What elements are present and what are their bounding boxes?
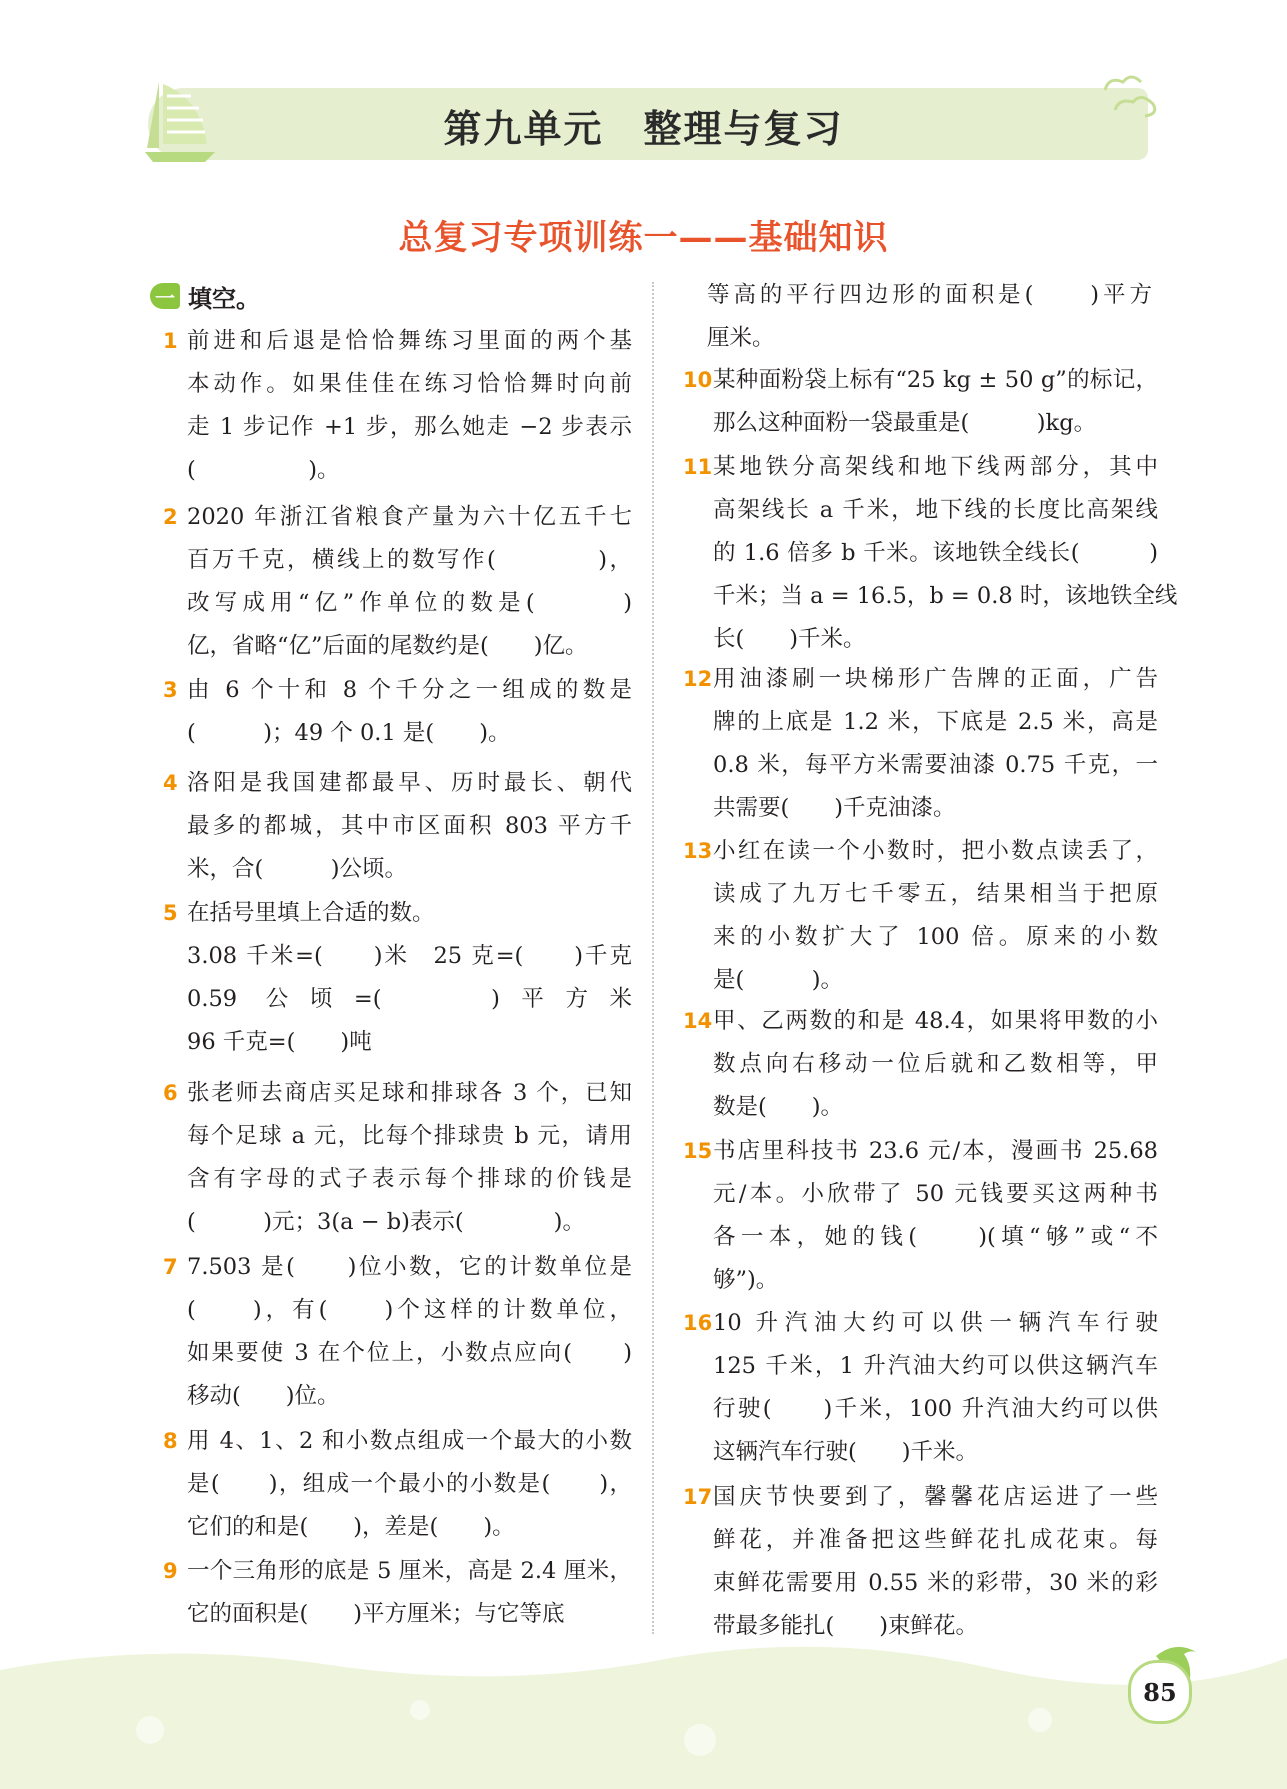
question-line: 如果要使 3 在个位上，小数点应向( ) — [187, 1340, 632, 1366]
question-line: 用 4、1、2 和小数点组成一个最大的小数 — [187, 1428, 632, 1454]
question-line: 在括号里填上合适的数。 — [187, 900, 435, 926]
question-line: 7.503 是( )位小数，它的计数单位是 — [187, 1254, 632, 1280]
question-line: 它的面积是( )平方厘米；与它等底 — [187, 1601, 565, 1627]
question-number: 4 — [163, 771, 178, 795]
page-number: 85 — [1128, 1660, 1192, 1724]
question-line: 由 6 个十和 8 个千分之一组成的数是 — [187, 677, 632, 703]
question-line: 改写成用“亿”作单位的数是( ) — [187, 590, 632, 616]
question-text — [713, 830, 1158, 1002]
question-line: 的 1.6 倍多 b 千米。该地铁全线长( ) — [713, 540, 1158, 566]
question-line: 数是( )。 — [713, 1094, 844, 1120]
question-line: 10 升汽油大约可以供一辆汽车行驶 — [713, 1310, 1158, 1336]
question-number: 15 — [683, 1139, 713, 1163]
question-7 — [163, 1246, 632, 1418]
question-line: 读成了九万七千零五，结果相当于把原 — [713, 881, 1158, 907]
question-line: 含有字母的式子表示每个排球的价钱是 — [187, 1166, 632, 1192]
question-8 — [163, 1420, 632, 1549]
question-line: ( )，有( )个这样的计数单位， — [187, 1297, 632, 1323]
question-line: 鲜花，并准备把这些鲜花扎成花束。每 — [713, 1527, 1158, 1553]
section-header — [150, 278, 260, 314]
question-line: 带最多能扎( )束鲜花。 — [713, 1613, 979, 1639]
question-line: 千米；当 a = 16.5，b = 0.8 时，该地铁全线 — [713, 583, 1178, 609]
question-line: 厘米。 — [707, 325, 775, 351]
question-line: 0.8 米，每平方米需要油漆 0.75 千克，一 — [713, 752, 1158, 778]
question-line: ( )；49 个 0.1 是( )。 — [187, 720, 511, 746]
column-divider — [652, 282, 654, 1634]
question-line: ( )。 — [187, 457, 340, 483]
question-continued — [683, 274, 1152, 360]
question-line: 一个三角形的底是 5 厘米，高是 2.4 厘米， — [187, 1558, 632, 1584]
page-subtitle: 总复习专项训练一——基础知识 — [398, 218, 889, 258]
question-line: 元/本。小欣带了 50 元钱要买这两种书 — [713, 1181, 1158, 1207]
question-line: 本动作。如果佳佳在练习恰恰舞时向前 — [187, 371, 632, 397]
question-12 — [683, 658, 1158, 830]
question-line: 甲、乙两数的和是 48.4，如果将甲数的小 — [713, 1008, 1158, 1034]
question-line: 移动( )位。 — [187, 1383, 340, 1409]
question-number: 12 — [683, 667, 713, 691]
question-line: 等高的平行四边形的面积是( )平方 — [707, 282, 1152, 308]
question-text — [713, 1476, 1158, 1648]
question-text — [713, 446, 1178, 661]
question-line: 小红在读一个小数时，把小数点读丢了， — [713, 838, 1158, 864]
bottom-wave-decoration — [0, 1640, 1287, 1789]
question-number: 13 — [683, 839, 713, 863]
question-line: 各一本，她的钱( )(填“够”或“不 — [713, 1224, 1158, 1250]
question-number: 9 — [163, 1559, 178, 1583]
question-number: 5 — [163, 901, 178, 925]
question-line: 前进和后退是恰恰舞练习里面的两个基 — [187, 328, 632, 354]
question-line: 最多的都城，其中市区面积 803 平方千 — [187, 813, 632, 839]
question-text — [713, 359, 1158, 445]
question-line: 96 千克=( )吨 — [187, 1029, 372, 1055]
question-5 — [163, 892, 632, 1064]
question-number: 3 — [163, 678, 178, 702]
question-text — [187, 1550, 632, 1636]
question-line: 125 千米，1 升汽油大约可以供这辆汽车 — [713, 1353, 1158, 1379]
question-line: 是( )，组成一个最小的小数是( )， — [187, 1471, 632, 1497]
section-label: 填空。 — [188, 284, 260, 313]
question-line: 书店里科技书 23.6 元/本，漫画书 25.68 — [713, 1138, 1158, 1164]
question-line: 米，合( )公顷。 — [187, 856, 408, 882]
question-text — [187, 320, 632, 492]
question-14 — [683, 1000, 1158, 1129]
question-number: 1 — [163, 329, 178, 353]
question-text — [187, 496, 632, 668]
question-line: 这辆汽车行驶( )千米。 — [713, 1439, 979, 1465]
question-text — [187, 892, 632, 1064]
question-line: 束鲜花需要用 0.55 米的彩带，30 米的彩 — [713, 1570, 1158, 1596]
question-6 — [163, 1072, 632, 1244]
question-number: 8 — [163, 1429, 178, 1453]
question-number: 16 — [683, 1311, 713, 1335]
question-text — [187, 669, 632, 755]
question-3 — [163, 669, 632, 755]
unit-title: 第九单元 整理与复习 — [443, 107, 844, 151]
question-line: 百万千克，横线上的数写作( )， — [187, 547, 632, 573]
question-text — [713, 1302, 1158, 1474]
question-line: 3.08 千米=( )米 25 克=( )千克 — [187, 943, 632, 969]
question-line: 牌的上底是 1.2 米，下底是 2.5 米，高是 — [713, 709, 1158, 735]
question-15 — [683, 1130, 1158, 1302]
question-number: 10 — [683, 368, 713, 392]
question-line: 每个足球 a 元，比每个排球贵 b 元，请用 — [187, 1123, 632, 1149]
question-text — [707, 274, 1152, 360]
question-10 — [683, 359, 1158, 445]
question-line: 某种面粉袋上标有“25 kg ± 50 g”的标记， — [713, 367, 1158, 393]
question-17 — [683, 1476, 1158, 1648]
question-1 — [163, 320, 632, 492]
question-number: 17 — [683, 1485, 713, 1509]
question-line: 是( )。 — [713, 967, 844, 993]
question-16 — [683, 1302, 1158, 1474]
question-line: 数点向右移动一位后就和乙数相等，甲 — [713, 1051, 1158, 1077]
question-line: 用油漆刷一块梯形广告牌的正面，广告 — [713, 666, 1158, 692]
question-text — [187, 762, 632, 891]
question-line: 那么这种面粉一袋最重是( )kg。 — [713, 410, 1097, 436]
question-line: 共需要( )千克油漆。 — [713, 795, 956, 821]
question-11 — [683, 446, 1178, 661]
question-number: 7 — [163, 1255, 178, 1279]
question-line: 长( )千米。 — [713, 626, 866, 652]
question-line: 0.59 公顷=( )平方米 — [187, 986, 632, 1012]
question-number: 2 — [163, 505, 178, 529]
question-9 — [163, 1550, 632, 1636]
question-2 — [163, 496, 632, 668]
question-text — [187, 1246, 632, 1418]
question-line: 洛阳是我国建都最早、历时最长、朝代 — [187, 770, 632, 796]
question-line: 高架线长 a 千米，地下线的长度比高架线 — [713, 497, 1158, 523]
question-line: 某地铁分高架线和地下线两部分，其中 — [713, 454, 1158, 480]
question-13 — [683, 830, 1158, 1002]
question-line: ( )元；3(a − b)表示( )。 — [187, 1209, 585, 1235]
question-line: 行驶( )千米，100 升汽油大约可以供 — [713, 1396, 1158, 1422]
question-text — [713, 1130, 1158, 1302]
question-line: 亿，省略“亿”后面的尾数约是( )亿。 — [187, 633, 588, 659]
question-text — [187, 1072, 632, 1244]
question-line: 来的小数扩大了 100 倍。原来的小数 — [713, 924, 1158, 950]
question-number: 6 — [163, 1081, 178, 1105]
section-number-badge: 一 — [150, 283, 180, 309]
question-text — [713, 1000, 1158, 1129]
question-line: 国庆节快要到了，馨馨花店运进了一些 — [713, 1484, 1158, 1510]
question-text — [187, 1420, 632, 1549]
question-line: 它们的和是( )，差是( )。 — [187, 1514, 515, 1540]
question-4 — [163, 762, 632, 891]
question-line: 够”)。 — [713, 1267, 779, 1293]
question-line: 走 1 步记作 +1 步，那么她走 −2 步表示 — [187, 414, 632, 440]
question-line: 2020 年浙江省粮食产量为六十亿五千七 — [187, 504, 632, 530]
question-number: 11 — [683, 455, 713, 479]
question-line: 张老师去商店买足球和排球各 3 个，已知 — [187, 1080, 632, 1106]
question-text — [713, 658, 1158, 830]
question-number: 14 — [683, 1009, 713, 1033]
